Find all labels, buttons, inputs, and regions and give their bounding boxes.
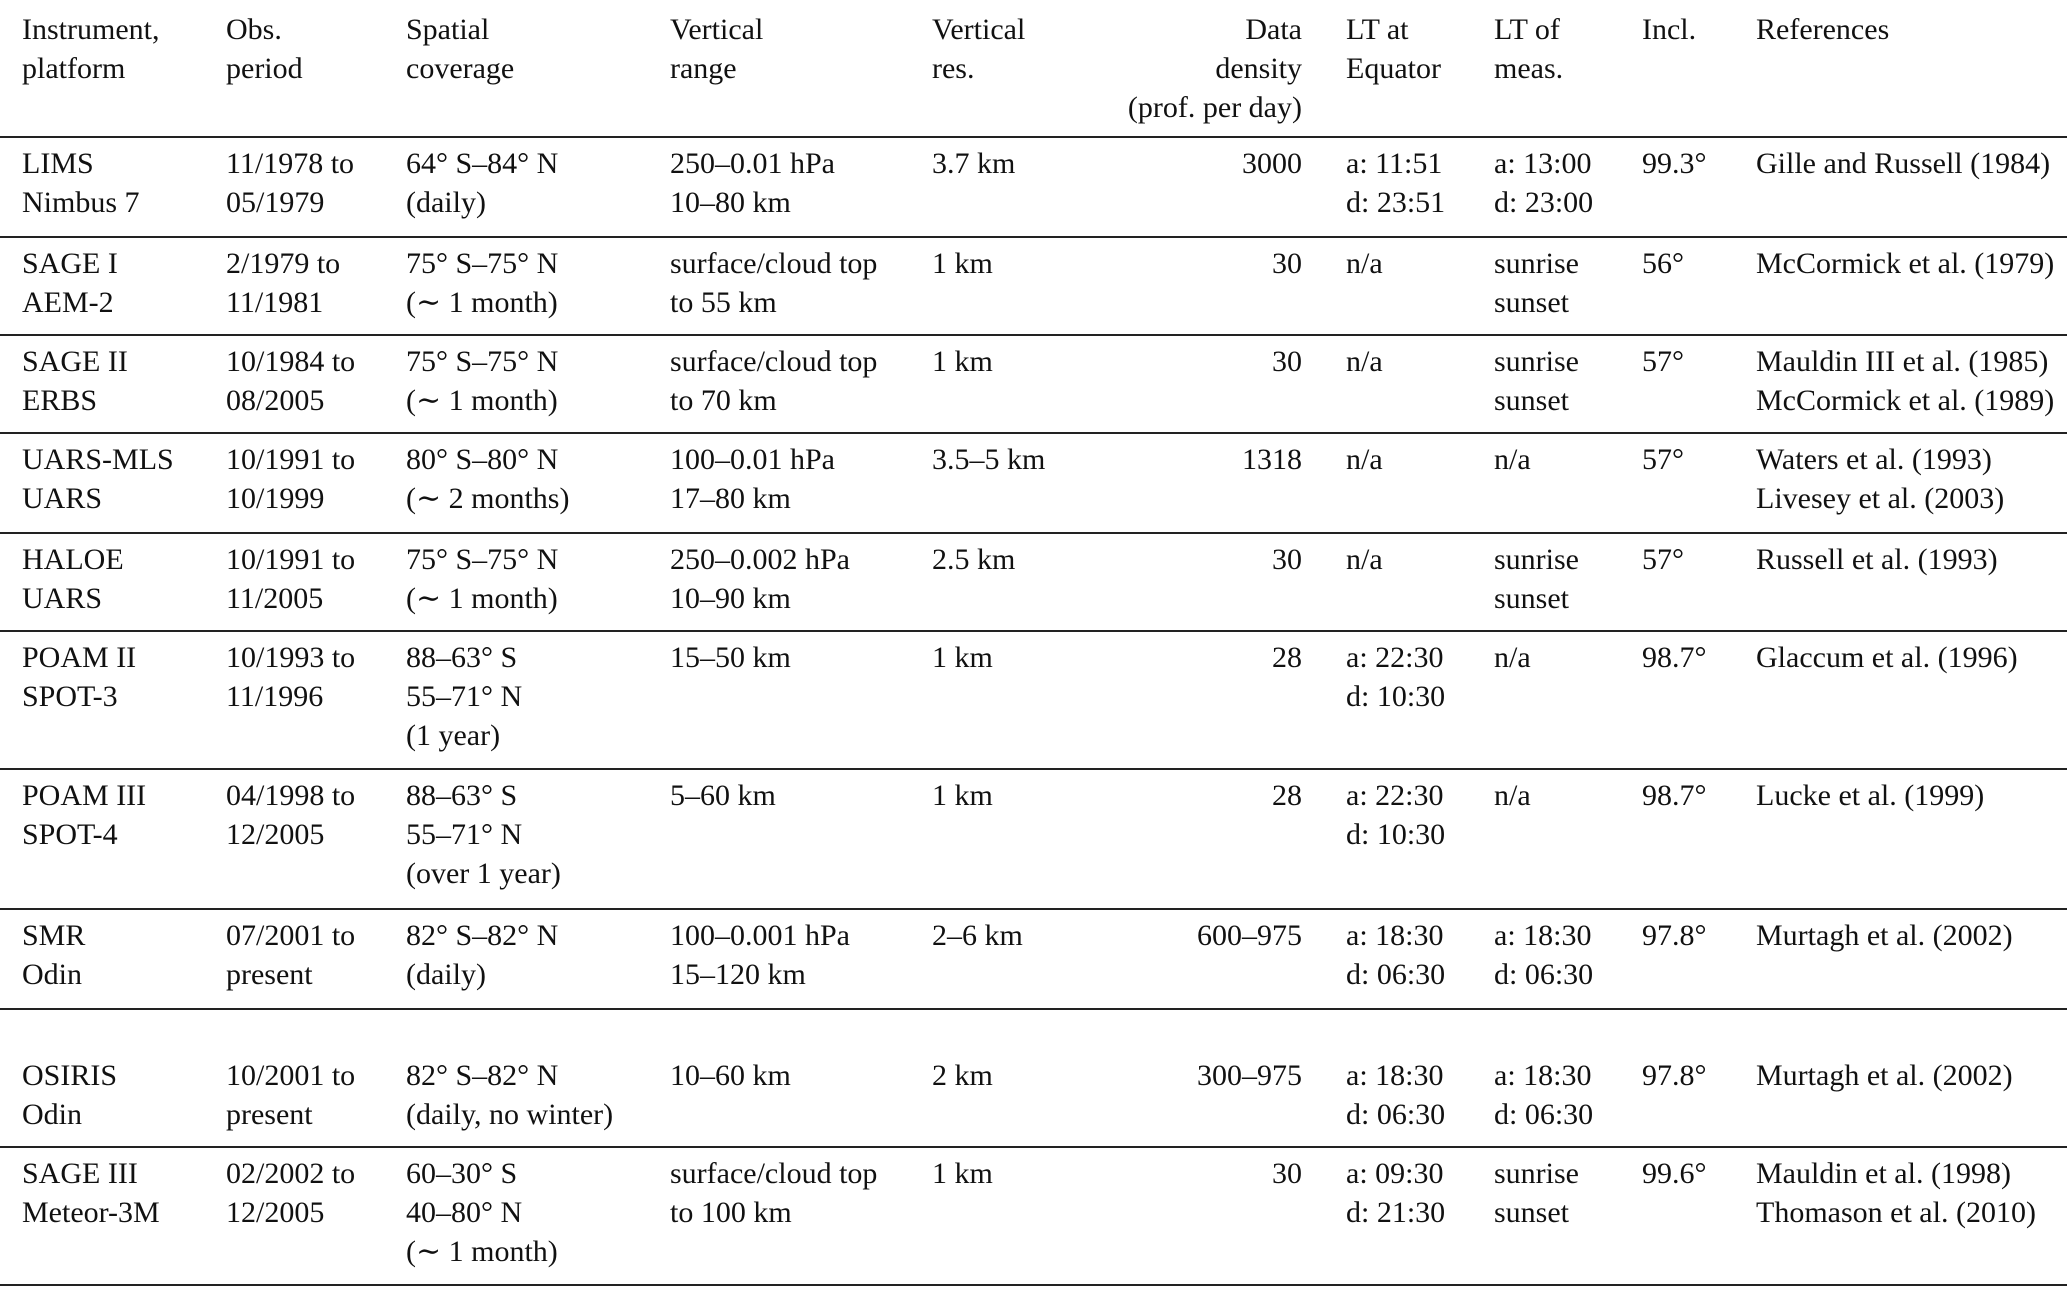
table-row (0, 769, 2067, 909)
cell-vertical-range (670, 1009, 932, 1147)
cell-instrument (0, 433, 226, 533)
cell-lt-of-meas-line: sunset (1494, 1196, 1569, 1229)
header-references (1756, 8, 2067, 137)
cell-lt-at-equator-line: d: 10:30 (1346, 680, 1446, 713)
header-spatial-coverage (406, 8, 670, 137)
cell-instrument-line: LIMS (22, 147, 94, 180)
cell-spatial-coverage (406, 909, 670, 1009)
cell-instrument-line: HALOE (22, 543, 124, 576)
cell-vertical-range (670, 631, 932, 769)
cell-instrument-line: POAM II (22, 641, 137, 674)
cell-spatial-coverage-line: (daily) (406, 958, 486, 991)
cell-lt-of-meas-line: sunset (1494, 384, 1569, 417)
cell-lt-of-meas (1494, 909, 1642, 1009)
cell-obs-period-line: 10/1991 to (226, 443, 356, 476)
cell-data-density (1082, 909, 1308, 1009)
cell-lt-of-meas (1494, 335, 1642, 433)
cell-data-density-line: 3000 (1242, 147, 1302, 180)
cell-spatial-coverage-line: (∼ 1 month) (406, 582, 558, 615)
cell-lt-of-meas-line: sunset (1494, 582, 1569, 615)
cell-vertical-range-line: 15–120 km (670, 958, 806, 991)
cell-instrument-line: SMR (22, 919, 86, 952)
header-vertical-res-line: Vertical (932, 13, 1026, 46)
table-row (0, 1009, 2067, 1147)
cell-references (1756, 1009, 2067, 1147)
cell-obs-period-line: present (226, 958, 313, 991)
cell-lt-at-equator-line: n/a (1346, 443, 1383, 476)
cell-lt-of-meas-line: a: 18:30 (1494, 919, 1592, 952)
cell-spatial-coverage-line: 55–71° N (406, 680, 523, 713)
cell-inclination (1642, 1009, 1756, 1147)
cell-obs-period (226, 1147, 406, 1285)
cell-lt-of-meas-line: d: 06:30 (1494, 1098, 1594, 1131)
cell-lt-of-meas-line: n/a (1494, 443, 1531, 476)
cell-spatial-coverage-line: 88–63° S (406, 641, 518, 674)
header-lt-of-meas-line: meas. (1494, 52, 1564, 85)
cell-instrument (0, 631, 226, 769)
cell-instrument-line: POAM III (22, 779, 147, 812)
cell-lt-at-equator (1308, 1009, 1494, 1147)
cell-vertical-res (932, 137, 1082, 237)
cell-instrument-line: Meteor-3M (22, 1196, 160, 1229)
cell-lt-of-meas (1494, 137, 1642, 237)
cell-references (1756, 335, 2067, 433)
cell-inclination-line: 56° (1642, 247, 1684, 280)
cell-spatial-coverage-line: 60–30° S (406, 1157, 518, 1190)
cell-vertical-range (670, 769, 932, 909)
cell-obs-period-line: present (226, 1098, 313, 1131)
cell-lt-of-meas-line: sunrise (1494, 247, 1579, 280)
cell-spatial-coverage-line: (daily) (406, 186, 486, 219)
cell-instrument-line: SAGE III (22, 1157, 138, 1190)
cell-instrument-line: Odin (22, 1098, 82, 1131)
table-row (0, 909, 2067, 1009)
cell-obs-period-line: 10/1999 (226, 482, 325, 515)
cell-lt-at-equator (1308, 137, 1494, 237)
cell-data-density-line: 30 (1272, 1157, 1302, 1190)
cell-vertical-range-line: 100–0.001 hPa (670, 919, 850, 952)
cell-data-density-line: 30 (1272, 543, 1302, 576)
cell-spatial-coverage-line: (1 year) (406, 719, 501, 752)
header-vertical-range-line: range (670, 52, 737, 85)
cell-spatial-coverage (406, 631, 670, 769)
cell-references (1756, 1147, 2067, 1285)
cell-obs-period (226, 137, 406, 237)
cell-instrument-line: ERBS (22, 384, 98, 417)
cell-instrument (0, 335, 226, 433)
cell-references-line: Murtagh et al. (2002) (1756, 919, 2013, 952)
cell-lt-at-equator-line: d: 10:30 (1346, 818, 1446, 851)
table-row (0, 533, 2067, 631)
cell-obs-period-line: 10/1993 to (226, 641, 356, 674)
cell-obs-period (226, 237, 406, 335)
cell-references (1756, 533, 2067, 631)
cell-inclination (1642, 631, 1756, 769)
cell-references-line: Glaccum et al. (1996) (1756, 641, 2018, 674)
cell-vertical-res-line: 2 km (932, 1059, 993, 1092)
cell-vertical-res-line: 1 km (932, 1157, 993, 1190)
cell-spatial-coverage (406, 137, 670, 237)
cell-inclination (1642, 237, 1756, 335)
cell-obs-period (226, 335, 406, 433)
header-instrument-line: platform (22, 52, 126, 85)
cell-data-density (1082, 237, 1308, 335)
header-vertical-res-line: res. (932, 52, 975, 85)
cell-obs-period-line: 11/1978 to (226, 147, 355, 180)
cell-obs-period-line: 10/2001 to (226, 1059, 356, 1092)
cell-vertical-range-line: to 70 km (670, 384, 777, 417)
cell-lt-of-meas-line: a: 13:00 (1494, 147, 1592, 180)
cell-data-density-line: 28 (1272, 779, 1302, 812)
cell-obs-period-line: 08/2005 (226, 384, 325, 417)
cell-lt-of-meas-line: n/a (1494, 779, 1531, 812)
cell-references (1756, 433, 2067, 533)
table-row (0, 631, 2067, 769)
cell-data-density (1082, 433, 1308, 533)
cell-data-density-line: 300–975 (1197, 1059, 1302, 1092)
cell-vertical-range-line: 10–60 km (670, 1059, 791, 1092)
cell-lt-at-equator-line: d: 06:30 (1346, 958, 1446, 991)
cell-obs-period-line: 10/1984 to (226, 345, 356, 378)
cell-spatial-coverage-line: 82° S–82° N (406, 1059, 559, 1092)
cell-vertical-range-line: 15–50 km (670, 641, 791, 674)
cell-references-line: Mauldin et al. (1998) (1756, 1157, 2011, 1190)
cell-inclination-line: 57° (1642, 345, 1684, 378)
cell-references-line: Thomason et al. (2010) (1756, 1196, 2036, 1229)
cell-lt-at-equator-line: d: 21:30 (1346, 1196, 1446, 1229)
header-obs-period (226, 8, 406, 137)
cell-references-line: McCormick et al. (1979) (1756, 247, 2055, 280)
header-obs-period-line: Obs. (226, 13, 282, 46)
table-row (0, 433, 2067, 533)
cell-vertical-range-line: 250–0.01 hPa (670, 147, 835, 180)
instrument-table (0, 8, 2067, 1286)
cell-obs-period-line: 12/2005 (226, 818, 325, 851)
cell-lt-at-equator-line: n/a (1346, 247, 1383, 280)
cell-references-line: Murtagh et al. (2002) (1756, 1059, 2013, 1092)
table-row (0, 335, 2067, 433)
cell-obs-period (226, 909, 406, 1009)
cell-obs-period-line: 07/2001 to (226, 919, 356, 952)
header-lt-at-equator (1308, 8, 1494, 137)
cell-instrument (0, 237, 226, 335)
cell-vertical-res-line: 2–6 km (932, 919, 1023, 952)
cell-lt-of-meas-line: sunrise (1494, 543, 1579, 576)
cell-vertical-range (670, 533, 932, 631)
cell-vertical-range-line: 17–80 km (670, 482, 791, 515)
cell-spatial-coverage (406, 237, 670, 335)
cell-vertical-res-line: 2.5 km (932, 543, 1016, 576)
cell-lt-at-equator (1308, 631, 1494, 769)
header-references-line: References (1756, 13, 1890, 46)
header-spatial-coverage-line: Spatial (406, 13, 490, 46)
cell-inclination-line: 99.6° (1642, 1157, 1707, 1190)
cell-instrument-line: UARS (22, 582, 103, 615)
cell-lt-at-equator (1308, 237, 1494, 335)
cell-data-density-line: 28 (1272, 641, 1302, 674)
cell-lt-at-equator (1308, 335, 1494, 433)
cell-references (1756, 909, 2067, 1009)
cell-vertical-range-line: surface/cloud top (670, 1157, 878, 1190)
cell-lt-of-meas-line: d: 23:00 (1494, 186, 1594, 219)
cell-instrument (0, 909, 226, 1009)
cell-inclination (1642, 335, 1756, 433)
cell-instrument-line: AEM-2 (22, 286, 114, 319)
cell-instrument-line: Nimbus 7 (22, 186, 140, 219)
header-inclination (1642, 8, 1756, 137)
cell-vertical-res (932, 1009, 1082, 1147)
cell-vertical-range-line: 10–90 km (670, 582, 791, 615)
header-data-density-line: Data (1245, 13, 1302, 46)
table-row (0, 1147, 2067, 1285)
cell-vertical-range (670, 909, 932, 1009)
cell-inclination (1642, 533, 1756, 631)
cell-spatial-coverage-line: 75° S–75° N (406, 345, 559, 378)
header-lt-at-equator-line: LT at (1346, 13, 1409, 46)
cell-vertical-res-line: 1 km (932, 779, 993, 812)
cell-obs-period-line: 05/1979 (226, 186, 325, 219)
cell-instrument-line: Odin (22, 958, 82, 991)
cell-lt-at-equator (1308, 909, 1494, 1009)
cell-data-density (1082, 137, 1308, 237)
cell-lt-of-meas (1494, 433, 1642, 533)
cell-spatial-coverage-line: 80° S–80° N (406, 443, 559, 476)
cell-lt-of-meas-line: sunrise (1494, 1157, 1579, 1190)
cell-lt-at-equator-line: a: 22:30 (1346, 641, 1444, 674)
cell-data-density-line: 30 (1272, 345, 1302, 378)
cell-data-density (1082, 533, 1308, 631)
cell-instrument (0, 1147, 226, 1285)
cell-spatial-coverage (406, 1009, 670, 1147)
cell-inclination-line: 98.7° (1642, 779, 1707, 812)
cell-lt-of-meas (1494, 237, 1642, 335)
header-instrument (0, 8, 226, 137)
cell-spatial-coverage-line: (over 1 year) (406, 857, 561, 890)
cell-vertical-res (932, 909, 1082, 1009)
cell-instrument-line: SAGE II (22, 345, 128, 378)
cell-references-line: Russell et al. (1993) (1756, 543, 1998, 576)
cell-spatial-coverage-line: (∼ 1 month) (406, 286, 558, 319)
table-row (0, 137, 2067, 237)
cell-inclination-line: 97.8° (1642, 1059, 1707, 1092)
header-data-density (1082, 8, 1308, 137)
cell-instrument-line: OSIRIS (22, 1059, 118, 1092)
cell-vertical-res-line: 3.5–5 km (932, 443, 1046, 476)
cell-lt-at-equator-line: a: 22:30 (1346, 779, 1444, 812)
header-data-density-line: (prof. per day) (1127, 91, 1302, 124)
cell-vertical-range (670, 137, 932, 237)
cell-vertical-range-line: surface/cloud top (670, 247, 878, 280)
cell-spatial-coverage-line: (daily, no winter) (406, 1098, 614, 1131)
cell-lt-at-equator-line: d: 23:51 (1346, 186, 1446, 219)
cell-spatial-coverage (406, 1147, 670, 1285)
cell-vertical-range (670, 1147, 932, 1285)
cell-spatial-coverage-line: (∼ 2 months) (406, 482, 570, 515)
cell-instrument-line: UARS (22, 482, 103, 515)
cell-data-density (1082, 1147, 1308, 1285)
cell-lt-at-equator (1308, 533, 1494, 631)
cell-obs-period (226, 533, 406, 631)
header-inclination-line: Incl. (1642, 13, 1697, 46)
cell-obs-period-line: 02/2002 to (226, 1157, 356, 1190)
cell-obs-period (226, 1009, 406, 1147)
cell-lt-of-meas (1494, 533, 1642, 631)
cell-inclination (1642, 909, 1756, 1009)
cell-spatial-coverage (406, 769, 670, 909)
header-lt-of-meas-line: LT of (1494, 13, 1560, 46)
cell-spatial-coverage-line: 55–71° N (406, 818, 523, 851)
cell-inclination (1642, 769, 1756, 909)
cell-obs-period (226, 433, 406, 533)
cell-data-density (1082, 631, 1308, 769)
cell-lt-of-meas (1494, 631, 1642, 769)
cell-vertical-range-line: 5–60 km (670, 779, 776, 812)
cell-inclination (1642, 137, 1756, 237)
cell-obs-period-line: 10/1991 to (226, 543, 356, 576)
header-data-density-line: density (1215, 52, 1302, 85)
cell-data-density (1082, 1009, 1308, 1147)
cell-inclination-line: 57° (1642, 443, 1684, 476)
cell-data-density (1082, 335, 1308, 433)
cell-vertical-res (932, 631, 1082, 769)
cell-spatial-coverage-line: (∼ 1 month) (406, 1235, 558, 1268)
header-spatial-coverage-line: coverage (406, 52, 515, 85)
cell-instrument-line: SPOT-3 (22, 680, 118, 713)
cell-spatial-coverage (406, 533, 670, 631)
table-row (0, 237, 2067, 335)
cell-lt-of-meas (1494, 1147, 1642, 1285)
cell-lt-of-meas (1494, 769, 1642, 909)
cell-data-density (1082, 769, 1308, 909)
cell-instrument (0, 533, 226, 631)
cell-vertical-range-line: 10–80 km (670, 186, 791, 219)
cell-lt-of-meas-line: n/a (1494, 641, 1531, 674)
cell-inclination-line: 97.8° (1642, 919, 1707, 952)
cell-lt-at-equator-line: a: 18:30 (1346, 919, 1444, 952)
cell-instrument-line: SAGE I (22, 247, 118, 280)
cell-instrument (0, 769, 226, 909)
cell-lt-of-meas (1494, 1009, 1642, 1147)
cell-inclination (1642, 433, 1756, 533)
cell-lt-at-equator-line: a: 09:30 (1346, 1157, 1444, 1190)
cell-lt-at-equator-line: a: 18:30 (1346, 1059, 1444, 1092)
table-body (0, 137, 2067, 1285)
cell-data-density-line: 600–975 (1197, 919, 1302, 952)
cell-spatial-coverage-line: 88–63° S (406, 779, 518, 812)
cell-vertical-res (932, 237, 1082, 335)
cell-vertical-res (932, 533, 1082, 631)
table-header (0, 8, 2067, 137)
cell-data-density-line: 30 (1272, 247, 1302, 280)
cell-vertical-res-line: 1 km (932, 345, 993, 378)
cell-spatial-coverage-line: 82° S–82° N (406, 919, 559, 952)
cell-inclination-line: 99.3° (1642, 147, 1707, 180)
cell-lt-at-equator (1308, 433, 1494, 533)
cell-lt-of-meas-line: a: 18:30 (1494, 1059, 1592, 1092)
cell-references (1756, 137, 2067, 237)
cell-vertical-range-line: 100–0.01 hPa (670, 443, 835, 476)
cell-vertical-range (670, 237, 932, 335)
cell-references-line: McCormick et al. (1989) (1756, 384, 2055, 417)
cell-vertical-res-line: 3.7 km (932, 147, 1016, 180)
cell-spatial-coverage-line: (∼ 1 month) (406, 384, 558, 417)
cell-vertical-res (932, 769, 1082, 909)
cell-lt-of-meas-line: sunset (1494, 286, 1569, 319)
cell-references (1756, 237, 2067, 335)
cell-references-line: Livesey et al. (2003) (1756, 482, 2005, 515)
cell-lt-at-equator (1308, 1147, 1494, 1285)
cell-spatial-coverage (406, 335, 670, 433)
cell-lt-at-equator-line: n/a (1346, 345, 1383, 378)
cell-vertical-range (670, 335, 932, 433)
cell-vertical-res-line: 1 km (932, 247, 993, 280)
cell-obs-period-line: 11/2005 (226, 582, 324, 615)
cell-instrument (0, 1009, 226, 1147)
cell-obs-period-line: 11/1981 (226, 286, 324, 319)
cell-obs-period-line: 12/2005 (226, 1196, 325, 1229)
cell-spatial-coverage (406, 433, 670, 533)
cell-obs-period-line: 04/1998 to (226, 779, 356, 812)
cell-references-line: Waters et al. (1993) (1756, 443, 1992, 476)
cell-spatial-coverage-line: 64° S–84° N (406, 147, 559, 180)
cell-references (1756, 769, 2067, 909)
cell-lt-at-equator-line: d: 06:30 (1346, 1098, 1446, 1131)
cell-vertical-range (670, 433, 932, 533)
cell-vertical-res (932, 1147, 1082, 1285)
header-lt-at-equator-line: Equator (1346, 52, 1441, 85)
cell-references-line: Lucke et al. (1999) (1756, 779, 1985, 812)
cell-vertical-res (932, 433, 1082, 533)
cell-vertical-res-line: 1 km (932, 641, 993, 674)
cell-vertical-range-line: to 100 km (670, 1196, 792, 1229)
header-row (0, 8, 2067, 137)
cell-spatial-coverage-line: 75° S–75° N (406, 247, 559, 280)
cell-instrument-line: UARS-MLS (22, 443, 174, 476)
header-vertical-range-line: Vertical (670, 13, 764, 46)
cell-obs-period (226, 769, 406, 909)
cell-references-line: Gille and Russell (1984) (1756, 147, 2051, 180)
cell-spatial-coverage-line: 40–80° N (406, 1196, 523, 1229)
cell-vertical-range-line: 250–0.002 hPa (670, 543, 850, 576)
cell-spatial-coverage-line: 75° S–75° N (406, 543, 559, 576)
cell-lt-at-equator-line: n/a (1346, 543, 1383, 576)
cell-obs-period-line: 2/1979 to (226, 247, 341, 280)
cell-vertical-range-line: to 55 km (670, 286, 777, 319)
cell-inclination (1642, 1147, 1756, 1285)
cell-vertical-range-line: surface/cloud top (670, 345, 878, 378)
header-vertical-res (932, 8, 1082, 137)
cell-references (1756, 631, 2067, 769)
header-vertical-range (670, 8, 932, 137)
header-obs-period-line: period (226, 52, 303, 85)
cell-lt-of-meas-line: d: 06:30 (1494, 958, 1594, 991)
cell-vertical-res (932, 335, 1082, 433)
cell-obs-period-line: 11/1996 (226, 680, 324, 713)
cell-instrument (0, 137, 226, 237)
cell-lt-of-meas-line: sunrise (1494, 345, 1579, 378)
cell-instrument-line: SPOT-4 (22, 818, 118, 851)
cell-lt-at-equator-line: a: 11:51 (1346, 147, 1443, 180)
cell-obs-period (226, 631, 406, 769)
header-lt-of-meas (1494, 8, 1642, 137)
cell-inclination-line: 57° (1642, 543, 1684, 576)
cell-references-line: Mauldin III et al. (1985) (1756, 345, 2049, 378)
cell-lt-at-equator (1308, 769, 1494, 909)
cell-inclination-line: 98.7° (1642, 641, 1707, 674)
header-instrument-line: Instrument, (22, 13, 160, 46)
cell-data-density-line: 1318 (1242, 443, 1302, 476)
